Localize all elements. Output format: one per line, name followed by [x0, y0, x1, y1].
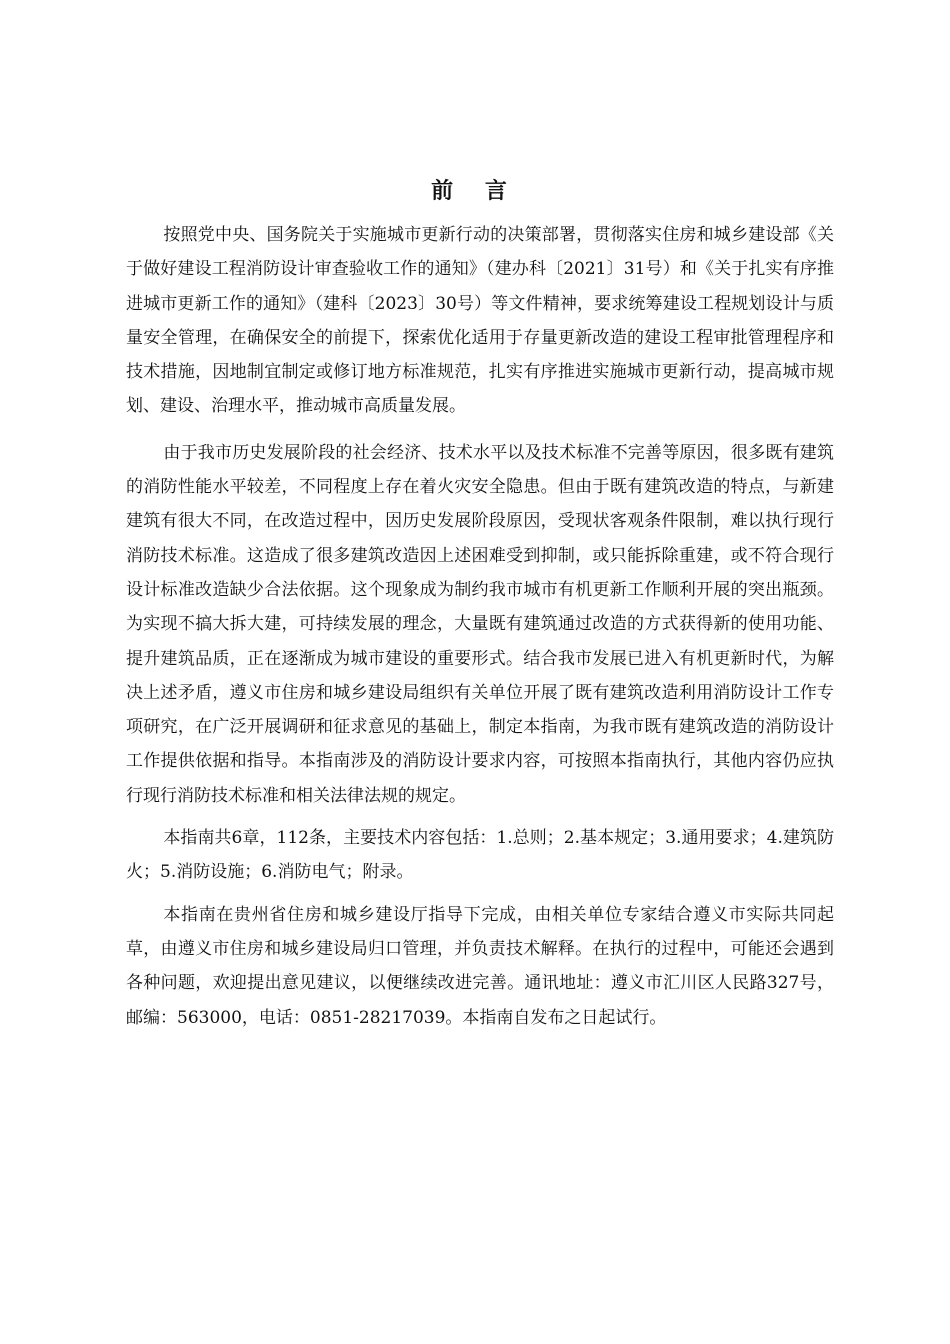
paragraph-1: 按照党中央、国务院关于实施城市更新行动的决策部署，贯彻落实住房和城乡建设部《关于做好建设工程消防设计审查验收工作的通知》（建办科〔2021〕31号）和《关于扎实有序推进城市更新工作的通知》（建科〔2023〕30号）等文件精神，要求统筹建设工程规划设计与质量安全管理，在确保安全的前提下，探索优化适用于存量更新改造的建设工程审批管理程序和技术措施，因地制宜制定或修订地方标准规范，扎实有序推进实施城市更新行动，提高城市规划、建设、治理水平，推动城市高质量发展。: [126, 225, 834, 417]
page-title: 前 言: [431, 178, 519, 204]
paragraph-4: 本指南在贵州省住房和城乡建设厅指导下完成，由相关单位专家结合遵义市实际共同起草，由遵义市住房和城乡建设局归口管理，并负责技术解释。在执行的过程中，可能还会遇到各种问题，欢迎提出意见建议，以便继续改进完善。通讯地址：遵义市汇川区人民路327号，邮编：563000，电话：0851-28217039。本指南自发布之日起试行。: [126, 904, 834, 1028]
document-body: [126, 218, 834, 1035]
paragraph-3: 本指南共6章，112条，主要技术内容包括：1.总则；2.基本规定；3.通用要求；4.建筑防火；5.消防设施；6.消防电气；附录。: [126, 828, 834, 883]
paragraph-2: 由于我市历史发展阶段的社会经济、技术水平以及技术标准不完善等原因，很多既有建筑的消防性能水平较差，不同程度上存在着火灾安全隐患。但由于既有建筑改造的特点，与新建建筑有很大不同，在改造过程中，因历史发展阶段原因，受现状客观条件限制，难以执行现行消防技术标准。这造成了很多建筑改造因上述困难受到抑制，或只能拆除重建，或不符合现行设计标准改造缺少合法依据。这个现象成为制约我市城市有机更新工作顺利开展的突出瓶颈。为实现不搞大拆大建，可持续发展的理念，大量既有建筑通过改造的方式获得新的使用功能、提升建筑品质，正在逐渐成为城市建设的重要形式。结合我市发展已进入有机更新时代，为解决上述矛盾，遵义市住房和城乡建设局组织有关单位开展了既有建筑改造利用消防设计工作专项研究，在广泛开展调研和征求意见的基础上，制定本指南，为我市既有建筑改造的消防设计工作提供依据和指导。本指南涉及的消防设计要求内容，可按照本指南执行，其他内容仍应执行现行消防技术标准和相关法律法规的规定。: [126, 442, 834, 806]
